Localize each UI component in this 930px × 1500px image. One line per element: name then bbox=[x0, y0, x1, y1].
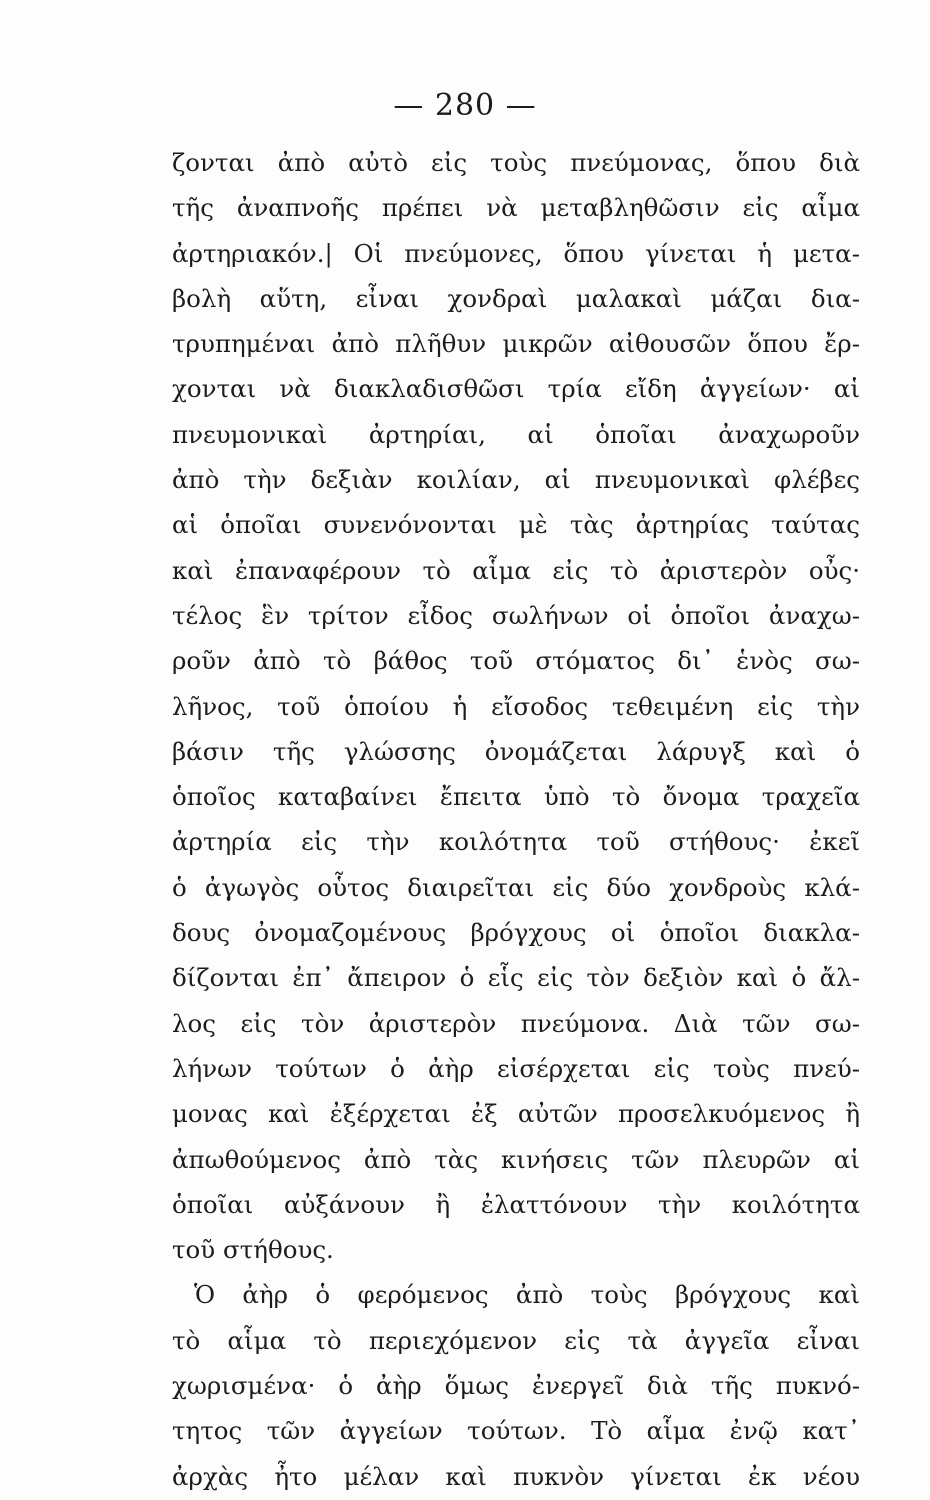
text-line: λήνων τούτων ὁ ἀὴρ εἰσέρχεται εἰς τοὺς πνεύ- bbox=[172, 1053, 860, 1083]
text-line: δους ὀνομαζομένους βρόγχους οἱ ὁποῖοι διακλα- bbox=[172, 918, 860, 948]
text-line: βάσιν τῆς γλώσσης ὀνομάζεται λάρυγξ καὶ ὁ bbox=[172, 736, 860, 766]
text-line: μονας καὶ ἐξέρχεται ἐξ αὐτῶν προσελκυόμενος ἢ bbox=[172, 1099, 860, 1129]
text-line: χονται νὰ διακλαδισθῶσι τρία εἴδη ἀγγείων· αἱ bbox=[172, 374, 860, 404]
text-line: χωρισμένα· ὁ ἀὴρ ὅμως ἐνεργεῖ διὰ τῆς πυκνό- bbox=[172, 1371, 860, 1401]
body-text bbox=[172, 140, 860, 1499]
text-line: βολὴ αὕτη, εἶναι χονδραὶ μαλακαὶ μάζαι δια- bbox=[172, 283, 860, 313]
page-number: — 280 — bbox=[393, 88, 537, 123]
text-line: πνευμονικαὶ ἀρτηρίαι, αἱ ὁποῖαι ἀναχωροῦν bbox=[172, 419, 860, 449]
text-line: ὁποῖος καταβαίνει ἔπειτα ὑπὸ τὸ ὄνομα τραχεῖα bbox=[172, 782, 860, 812]
text-line: λος εἰς τὸν ἀριστερὸν πνεύμονα. Διὰ τῶν σω- bbox=[172, 1008, 860, 1038]
text-line: τητος τῶν ἀγγείων τούτων. Τὸ αἷμα ἐνῷ κατ᾽ bbox=[172, 1416, 860, 1446]
text-line: ἀρτηρία εἰς τὴν κοιλότητα τοῦ στήθους· ἐκεῖ bbox=[172, 827, 860, 857]
text-line: τέλος ἓν τρίτον εἶδος σωλήνων οἱ ὁποῖοι ἀναχω- bbox=[172, 600, 860, 630]
text-line: ζονται ἀπὸ αὐτὸ εἰς τοὺς πνεύμονας, ὅπου διὰ bbox=[172, 148, 860, 177]
paragraph-end-line: τοῦ στήθους. bbox=[172, 1235, 334, 1265]
text-line: ὁποῖαι αὐξάνουν ἢ ἐλαττόνουν τὴν κοιλότητα bbox=[172, 1189, 860, 1219]
text-line: αἱ ὁποῖαι συνενόνονται μὲ τὰς ἀρτηρίας ταύτας bbox=[172, 510, 860, 540]
text-line: ὁ ἀγωγὸς οὗτος διαιρεῖται εἰς δύο χονδροὺς κλά- bbox=[172, 872, 860, 902]
text-line: ροῦν ἀπὸ τὸ βάθος τοῦ στόματος δι᾽ ἑνὸς σω- bbox=[172, 646, 860, 676]
text-line: ἀρτηριακόν.| Οἱ πνεύμονες, ὅπου γίνεται ἡ μετα- bbox=[172, 238, 860, 268]
text-line: τῆς ἀναπνοῆς πρέπει νὰ μεταβληθῶσιν εἰς αἷμα bbox=[172, 193, 860, 223]
paragraph-start-line: Ὁ ἀὴρ ὁ φερόμενος ἀπὸ τοὺς βρόγχους καὶ bbox=[194, 1280, 860, 1310]
text-line: ἀπὸ τὴν δεξιὰν κοιλίαν, αἱ πνευμονικαὶ φλέβες bbox=[172, 465, 860, 495]
text-line: τὸ αἷμα τὸ περιεχόμενον εἰς τὰ ἀγγεῖα εἶναι bbox=[172, 1325, 860, 1355]
text-line: τρυπημέναι ἀπὸ πλῆθυν μικρῶν αἰθουσῶν ὅπου ἔρ- bbox=[172, 329, 860, 359]
text-line: ἀρχὰς ἦτο μέλαν καὶ πυκνὸν γίνεται ἐκ νέου bbox=[172, 1461, 860, 1491]
text-line: δίζονται ἐπ᾽ ἄπειρον ὁ εἷς εἰς τὸν δεξιὸν καὶ ὁ ἄλ- bbox=[172, 963, 860, 993]
text-line: λῆνος, τοῦ ὁποίου ἡ εἴσοδος τεθειμένη εἰς τὴν bbox=[172, 691, 860, 721]
text-line: καὶ ἐπαναφέρουν τὸ αἷμα εἰς τὸ ἀριστερὸν οὖς· bbox=[172, 555, 860, 585]
text-line: ἀπωθούμενος ἀπὸ τὰς κινήσεις τῶν πλευρῶν αἱ bbox=[172, 1144, 860, 1174]
